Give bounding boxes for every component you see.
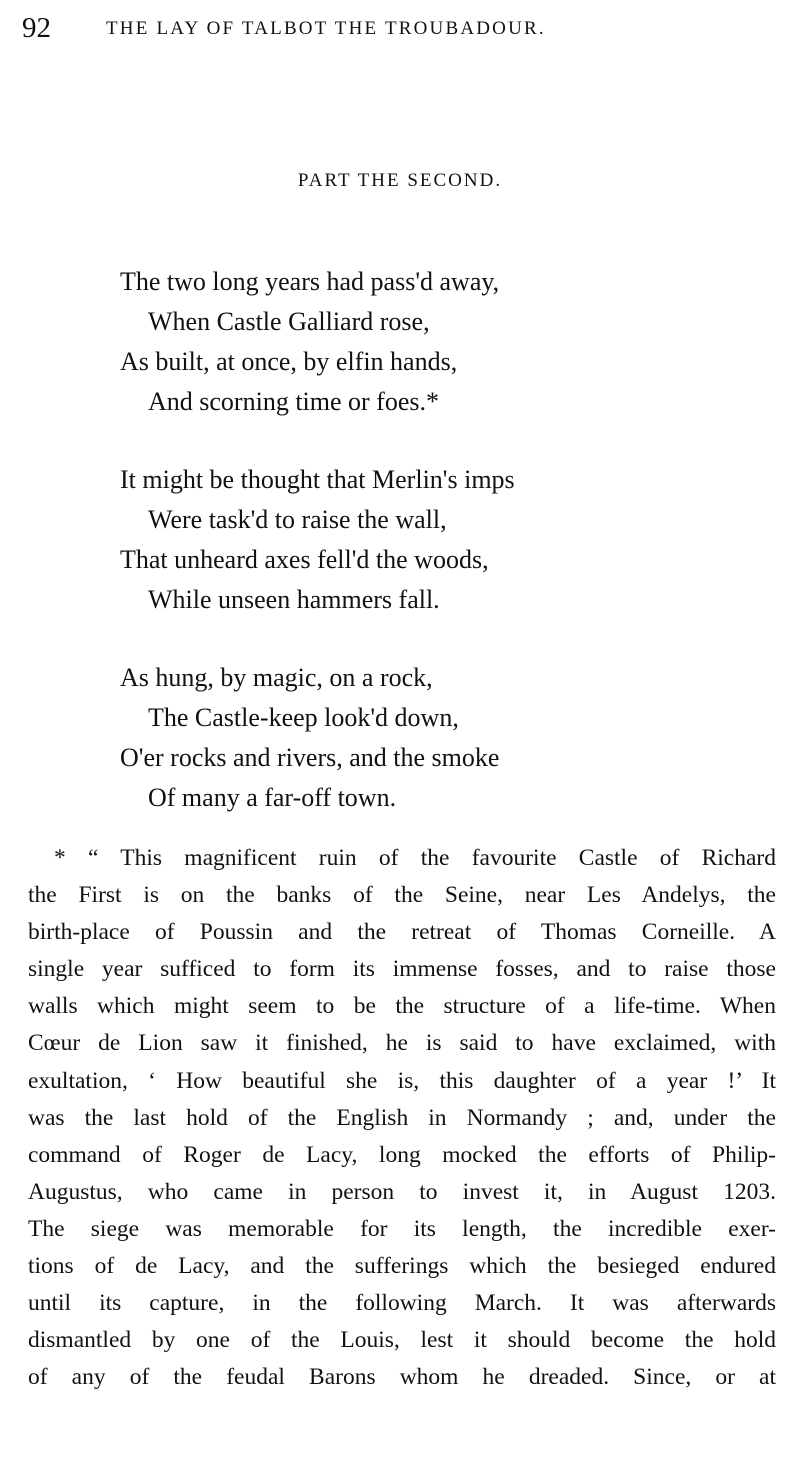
verse-line: The two long years had pass'd away, bbox=[120, 267, 500, 296]
verse-line: When Castle Galliard rose, bbox=[148, 307, 430, 336]
stanza-gap bbox=[120, 422, 515, 460]
verse-line: O'er rocks and rivers, and the smoke bbox=[120, 743, 500, 772]
verse-line: As hung, by magic, on a rock, bbox=[120, 663, 433, 692]
verse-line: While unseen hammers fall. bbox=[148, 585, 440, 614]
footnote-line: The siege was memorable for its length, the incredible exer- bbox=[28, 1215, 776, 1242]
footnote-line: until its capture, in the following March. It was afterwards bbox=[28, 1290, 776, 1317]
footnote-line: birth-place of Poussin and the retreat of Thomas Corneille. A bbox=[28, 919, 776, 946]
stanza-gap bbox=[120, 620, 515, 658]
footnote-line: dismantled by one of the Louis, lest it should become the hold bbox=[28, 1327, 776, 1354]
verse-line: As built, at once, by elfin hands, bbox=[120, 347, 458, 376]
footnote-line: Cœur de Lion saw it finished, he is said to have exclaimed, with bbox=[28, 1030, 776, 1057]
footnote-line: command of Roger de Lacy, long mocked the efforts of Philip- bbox=[28, 1141, 776, 1168]
verse-line: It might be thought that Merlin's imps bbox=[120, 465, 515, 494]
footnote-line: exultation, ‘ How beautiful she is, this daughter of a year !’ It bbox=[28, 1067, 776, 1094]
footnote-line: single year sufficed to form its immense fosses, and to raise those bbox=[28, 956, 776, 983]
running-title: THE LAY OF TALBOT THE TROUBADOUR. bbox=[106, 18, 546, 39]
footnote-line: Augustus, who came in person to invest it, in August 1203. bbox=[28, 1178, 776, 1205]
footnote-line: * “ This magnificent ruin of the favourite Castle of Richard bbox=[54, 845, 776, 871]
footnote-line: tions of de Lacy, and the sufferings which the besieged endured bbox=[28, 1253, 776, 1280]
verse-line: The Castle-keep look'd down, bbox=[148, 703, 459, 732]
footnote-line: walls which might seem to be the structure of a life-time. When bbox=[28, 993, 776, 1020]
verse-line: That unheard axes fell'd the woods, bbox=[120, 545, 489, 574]
part-heading: PART THE SECOND. bbox=[297, 170, 503, 191]
verse-line: Of many a far-off town. bbox=[148, 783, 397, 812]
page-number: 92 bbox=[22, 12, 51, 44]
poem bbox=[120, 262, 515, 818]
footnote-line: was the last hold of the English in Normandy ; and, under the bbox=[28, 1104, 776, 1131]
verse-line: Were task'd to raise the wall, bbox=[148, 505, 447, 534]
footnote-line: of any of the feudal Barons whom he dreaded. Since, or at bbox=[28, 1364, 776, 1391]
verse-line: And scorning time or foes.* bbox=[148, 387, 440, 416]
running-header bbox=[22, 12, 782, 48]
footnote-line: the First is on the banks of the Seine, near Les Andelys, the bbox=[28, 882, 776, 909]
footnote bbox=[28, 840, 776, 1396]
